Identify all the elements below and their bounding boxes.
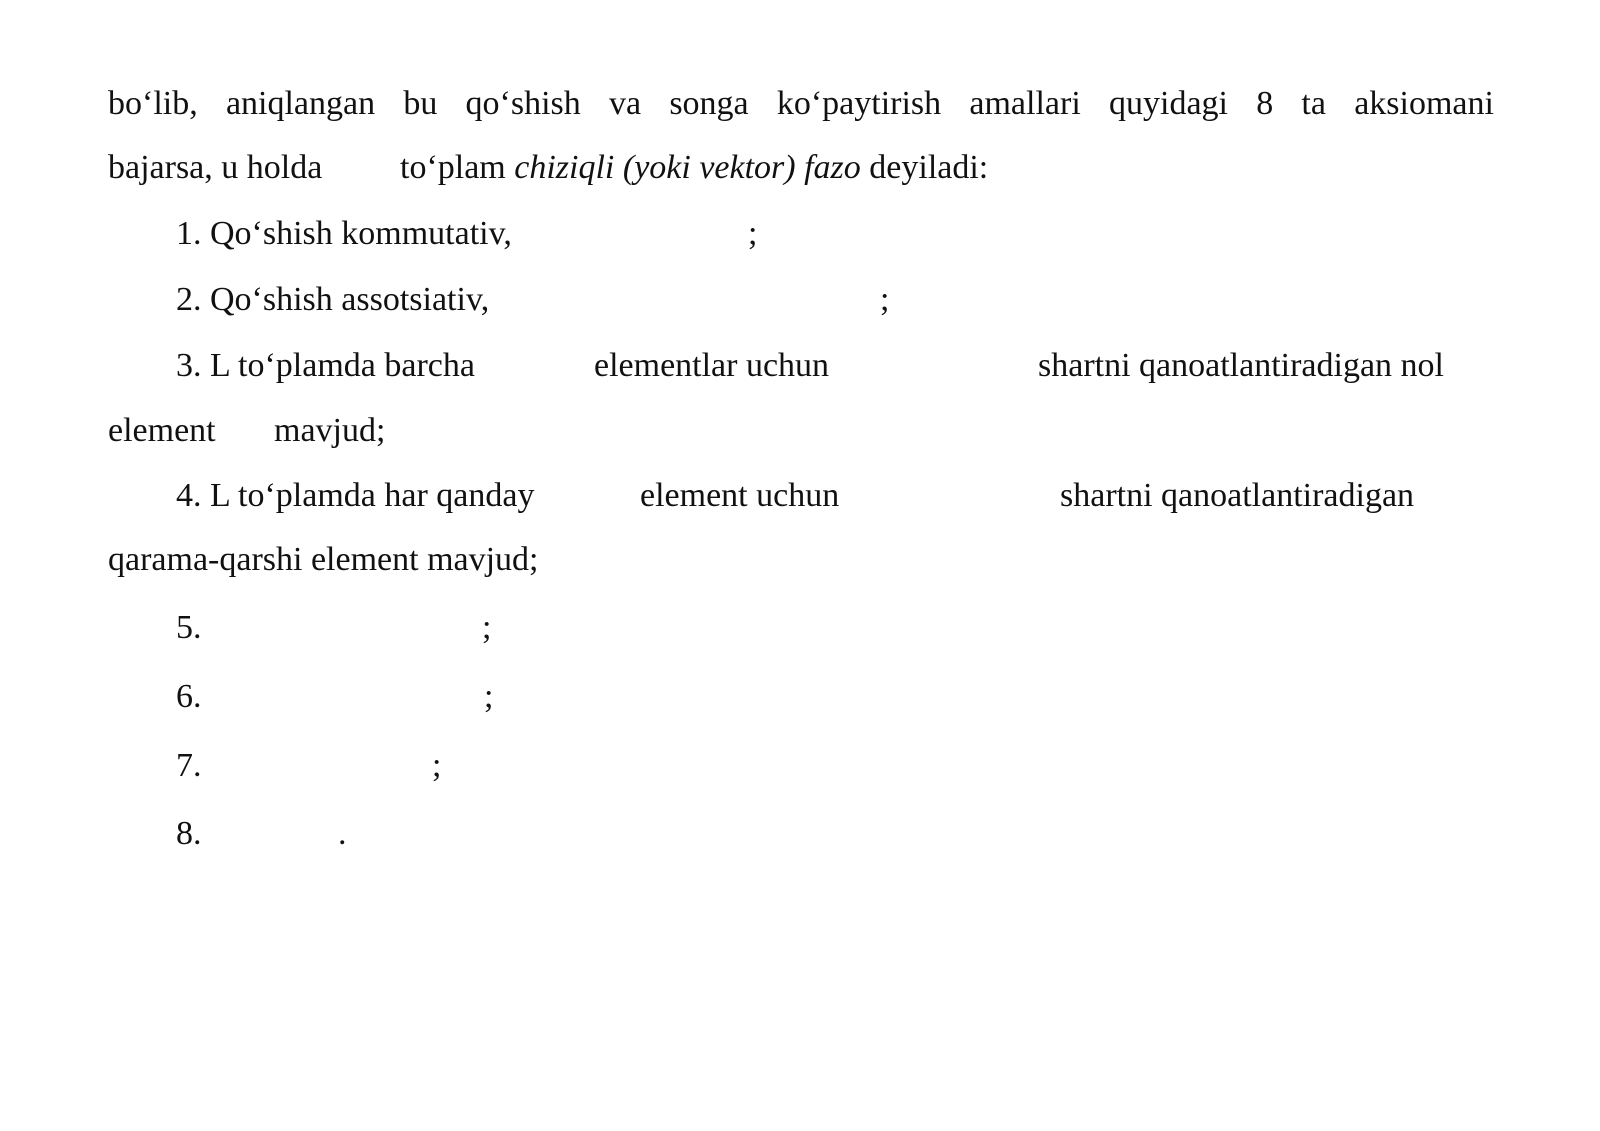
axiom-6-end: ; xyxy=(484,678,494,715)
line2-text-b xyxy=(400,148,988,188)
axiom-8-number: 8. xyxy=(176,815,202,852)
word: amallari xyxy=(969,85,1081,122)
word: aksiomani xyxy=(1354,85,1494,122)
word: 8 xyxy=(1256,85,1274,122)
axiom-3-part-3: shartni qanoatlantiradigan nol xyxy=(1038,347,1444,384)
line2-toplam: to‘plam xyxy=(400,149,506,186)
word: songa xyxy=(669,85,749,122)
axiom-4-part-1: 4. L to‘plamda har qanday xyxy=(176,477,535,514)
line2-text-a: bajarsa, u holda xyxy=(108,149,323,186)
axiom-3-line-2-part-1: element xyxy=(108,412,216,449)
axiom-3-line-2-part-2: mavjud; xyxy=(274,412,386,449)
axiom-5-number: 5. xyxy=(176,609,202,646)
axiom-4-line-2-text: qarama-qarshi element mavjud; xyxy=(108,541,539,578)
word: aniqlangan xyxy=(225,85,376,122)
axiom-3-part-1: 3. L to‘plamda barcha xyxy=(176,347,475,384)
word: va xyxy=(609,85,642,122)
axiom-3-part-2: elementlar uchun xyxy=(594,347,830,384)
paragraph-line-1 xyxy=(108,84,1494,124)
axiom-7-end: ; xyxy=(432,747,442,784)
axiom-1-text: 1. Qo‘shish kommutativ, xyxy=(176,215,512,252)
word: quyidagi xyxy=(1109,85,1228,122)
word: bu xyxy=(403,85,438,122)
axiom-5-end: ; xyxy=(482,609,492,646)
axiom-6-number: 6. xyxy=(176,678,202,715)
axiom-1-end: ; xyxy=(748,215,758,252)
axiom-7-number: 7. xyxy=(176,747,202,784)
axiom-4-part-2: element uchun xyxy=(640,477,840,514)
line2-deyiladi: deyiladi: xyxy=(869,149,989,186)
definition-term: chiziqli (yoki vektor) fazo xyxy=(514,149,861,186)
word: bo‘lib, xyxy=(108,85,198,122)
axiom-8-end: . xyxy=(338,815,347,852)
word: ta xyxy=(1301,85,1326,122)
axiom-4-part-3: shartni qanoatlantiradigan xyxy=(1060,477,1415,514)
word: ko‘paytirish xyxy=(776,85,942,122)
axiom-2-end: ; xyxy=(880,281,890,318)
word: qo‘shish xyxy=(465,85,581,122)
axiom-2-text: 2. Qo‘shish assotsiativ, xyxy=(176,281,490,318)
